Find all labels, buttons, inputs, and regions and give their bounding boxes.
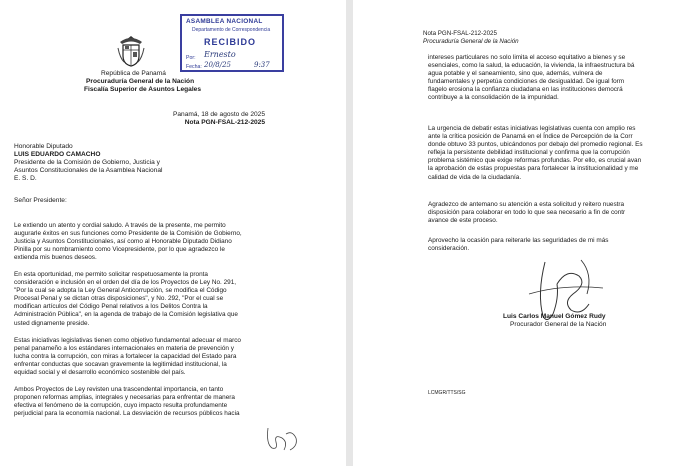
paragraph-line: perjudicial para la economía nacional. La desviación de recursos públicos hacia	[14, 410, 240, 418]
stamp-fecha-label: Fecha:	[186, 64, 202, 70]
paragraph-line: agua potable y el saneamiento, sino que, además, vulnera de	[428, 70, 603, 78]
paragraph	[428, 125, 699, 182]
paragraph-line: disposición para colaborar en todo lo que sea necesario a fin de contr	[428, 209, 626, 217]
paragraph-line: En esta oportunidad, me permito solicitar respetuosamente la pronta	[14, 271, 208, 278]
paragraph-line: contribuye a la consolidación de la impunidad.	[428, 94, 559, 102]
initials-code: LCMGR/TTS/SG	[428, 390, 466, 396]
paragraph-line: problema sistémico que exige reformas profundas. Por ello, es crucial avan	[428, 157, 642, 165]
paragraph	[14, 271, 266, 328]
addressee-name: LUIS EDUARDO CAMACHO	[14, 151, 101, 158]
paragraph-line: augurarle éxitos en sus funciones como Presidente de la Comisión de Gobierno,	[14, 230, 242, 238]
paragraph-line: enfrentar conductas que socavan gravemente la legitimidad institucional, la	[14, 361, 227, 369]
paragraph-line: "Por la cual se adopta la Ley General Anticorrupción, se modifica el Código	[14, 287, 227, 295]
paragraph-line: lucha contra la corrupción, con miras a fortalecer la capacidad del Estado para	[14, 353, 237, 361]
stamp-handwritten-name: Ernesto	[204, 50, 236, 59]
addressee-position-line: Presidente de la Comisión de Gobierno, Justicia y	[14, 159, 160, 166]
paragraph-line: Aprovecho la ocasión para reiterarle las seguridades de mi más	[428, 237, 609, 244]
initials-signature-icon	[262, 424, 302, 454]
paragraph-line: Administración Pública", en la agenda de trabajo de la Comisión legislativa que	[14, 311, 238, 319]
paragraph	[14, 337, 266, 377]
paragraph-line: usted dignamente preside.	[14, 319, 90, 327]
paragraph-line: ante la crítica posición de Panamá en el Índice de Percepción de la Corr	[428, 133, 633, 141]
paragraph-line: Pinilla por su nombramiento como Vicepresidente, por lo que agradezco le	[14, 246, 225, 254]
paragraph-line: extienda mis buenos deseos.	[14, 254, 97, 262]
stamp-handwritten-date: 20/8/25	[204, 61, 231, 69]
institution-name: Procuraduría General de la Nación	[86, 78, 195, 85]
paragraph-line: consideración e inclusión en el orden del día de los Proyectos de Ley No. 291,	[14, 279, 237, 287]
page2-reference: Nota PGN-FSAL-212-2025	[423, 30, 497, 37]
addressee-title: Honorable Diputado	[14, 143, 73, 150]
addressee-position-line: Asuntos Constitucionales de la Asamblea Nacional	[14, 167, 163, 174]
letter-date: Panamá, 18 de agosto de 2025	[172, 111, 265, 118]
paragraph-line: Le extiendo un atento y cordial saludo. A través de la presente, me permito	[14, 222, 226, 229]
paragraph-line: equidad social y el desarrollo económico sostenible del país.	[14, 369, 186, 377]
page2-institution: Procuraduría General de la Nación	[423, 38, 519, 45]
paragraph-line: modifican artículos del Código Penal relativos a los Delitos Contra la	[14, 303, 208, 311]
paragraph-line: flagelo erosiona la confianza ciudadana en las instituciones democrá	[428, 86, 623, 94]
received-stamp	[180, 14, 284, 72]
letter-page-1	[0, 0, 346, 466]
paragraph	[14, 386, 266, 418]
signer-title: Procurador General de la Nación	[510, 321, 607, 328]
paragraph-line: avance de este proceso.	[428, 217, 498, 225]
coat-of-arms-icon	[116, 34, 146, 68]
paragraph-line: Agradezco de antemano su atención a esta solicitud y reitero nuestra	[428, 201, 625, 208]
paragraph-line: Ambos Proyectos de Ley revisten una trascendental importancia, en tanto	[14, 386, 224, 393]
paragraph-line: calidad de vida de la ciudadanía.	[428, 173, 522, 181]
paragraph-line: intereses particulares no solo limita el acceso equitativo a bienes y se	[428, 54, 626, 61]
institution-country: República de Panamá	[101, 70, 166, 77]
signer-name: Luis Carlos Manuel Gómez Rudy	[503, 313, 606, 320]
paragraph-line: penal panameño a los estándares internacionales en materia de prevención y	[14, 345, 234, 353]
paragraph-line: la aprobación de estas propuestas para fortalecer la institucionalidad y me	[428, 165, 639, 173]
paragraph	[428, 237, 699, 253]
stamp-received: RECIBIDO	[204, 37, 257, 47]
institution-office: Fiscalía Superior de Asuntos Legales	[84, 86, 202, 93]
paragraph	[14, 222, 266, 262]
letter-reference: Nota PGN-FSAL-212-2025	[184, 119, 265, 126]
paragraph	[428, 54, 699, 103]
paragraph-line: efectiva el fenómeno de la corrupción, cuyo impacto resulta profundamente	[14, 402, 228, 410]
stamp-handwritten-time: 9:37	[254, 61, 270, 69]
paragraph-line: Procesal Penal y se dictan otras disposiciones", y No. 292, "Por el cual se	[14, 295, 224, 303]
stamp-por-label: Por:	[186, 55, 196, 61]
letter-page-2	[353, 0, 699, 466]
greeting: Señor Presidente:	[14, 197, 67, 204]
paragraph-line: fundamentales y perpetúa condiciones de desigualdad. De igual form	[428, 78, 625, 86]
stamp-org: ASAMBLEA NACIONAL	[186, 18, 263, 25]
paragraph-line: Justicia y Asuntos Constitucionales, así como al Honorable Diputado Didiano	[14, 238, 232, 246]
paragraph-line: refleja la persistente debilidad institucional y confirma que la corrupción	[428, 149, 630, 157]
paragraph-line: esenciales, como la salud, la educación, la vivienda, la infraestructura bá	[428, 62, 635, 70]
paragraph-line: La urgencia de debatir estas iniciativas legislativas cuenta con amplio res	[428, 125, 636, 132]
paragraph-line: donde obtuvo 33 puntos, ubicándonos por debajo del promedio regional. Es	[428, 141, 643, 149]
addressee-esd: E. S. D.	[14, 175, 37, 182]
paragraph	[428, 201, 699, 225]
paragraph-line: proponen reformas amplias, integrales y necesarias para enfrentar de manera	[14, 394, 235, 402]
paragraph-line: consideración.	[428, 245, 470, 253]
paragraph-line: Estas iniciativas legislativas tienen como objetivo fundamental adecuar el marco	[14, 337, 241, 344]
stamp-dept: Departamento de Correspondencia	[192, 27, 271, 33]
